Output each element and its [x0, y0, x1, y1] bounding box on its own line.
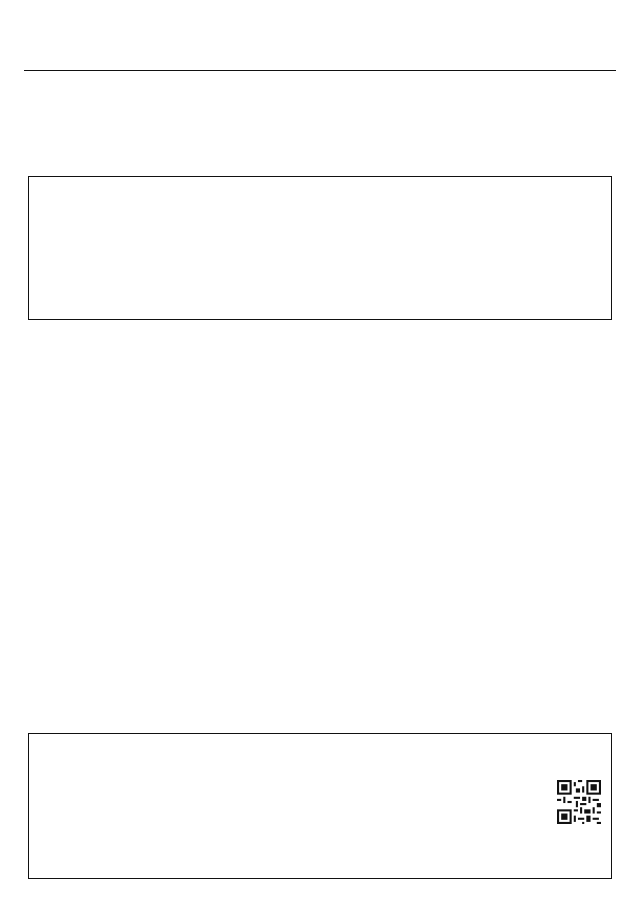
preparation-box — [28, 733, 612, 879]
title-divider — [24, 70, 616, 71]
schedule-box — [28, 176, 612, 320]
qr-code-icon[interactable] — [557, 780, 601, 824]
